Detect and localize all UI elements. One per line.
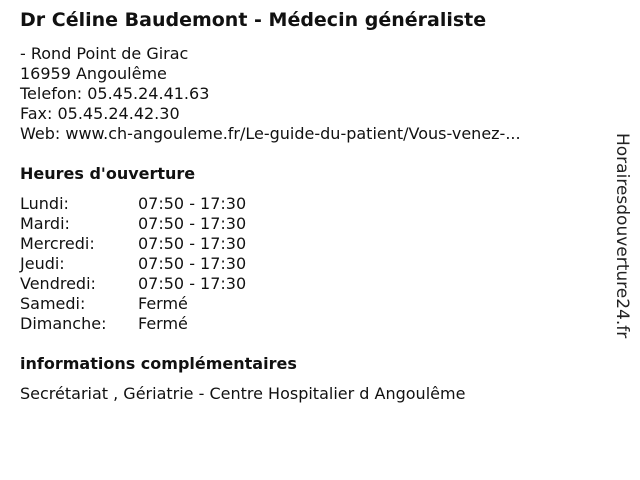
- website-link[interactable]: Web: www.ch-angouleme.fr/Le-guide-du-patient/Vous-venez-...: [20, 124, 521, 143]
- hours-day: Samedi:: [20, 294, 86, 313]
- hours-row: [20, 294, 320, 314]
- hours-day: Vendredi:: [20, 274, 96, 293]
- hours-row: [20, 254, 320, 274]
- hours-row: [20, 274, 320, 294]
- page-title: Dr Céline Baudemont - Médecin généraliste: [20, 9, 487, 31]
- hours-row: [20, 234, 320, 254]
- hours-day: Jeudi:: [20, 254, 65, 273]
- hours-time: Fermé: [138, 294, 188, 313]
- hours-time: 07:50 - 17:30: [138, 274, 247, 293]
- fax-number: Fax: 05.45.24.42.30: [20, 104, 180, 123]
- hours-day: Mercredi:: [20, 234, 95, 253]
- info-heading: informations complémentaires: [20, 354, 297, 373]
- info-text: Secrétariat , Gériatrie - Centre Hospitalier d Angoulême: [20, 384, 466, 403]
- hours-day: Dimanche:: [20, 314, 107, 333]
- hours-day: Mardi:: [20, 214, 70, 233]
- watermark-text: Horairesdouverture24.fr: [612, 133, 632, 339]
- hours-row: [20, 214, 320, 234]
- hours-time: Fermé: [138, 314, 188, 333]
- address-block: [20, 44, 521, 144]
- hours-time: 07:50 - 17:30: [138, 234, 247, 253]
- hours-time: 07:50 - 17:30: [138, 214, 247, 233]
- address-street: - Rond Point de Girac: [20, 44, 189, 63]
- hours-time: 07:50 - 17:30: [138, 194, 247, 213]
- phone-number: Telefon: 05.45.24.41.63: [20, 84, 210, 103]
- hours-time: 07:50 - 17:30: [138, 254, 247, 273]
- hours-day: Lundi:: [20, 194, 69, 213]
- watermark: [612, 133, 632, 373]
- hours-table: [20, 194, 320, 334]
- hours-row: [20, 314, 320, 334]
- address-city: 16959 Angoulême: [20, 64, 167, 83]
- hours-heading: Heures d'ouverture: [20, 164, 196, 183]
- hours-row: [20, 194, 320, 214]
